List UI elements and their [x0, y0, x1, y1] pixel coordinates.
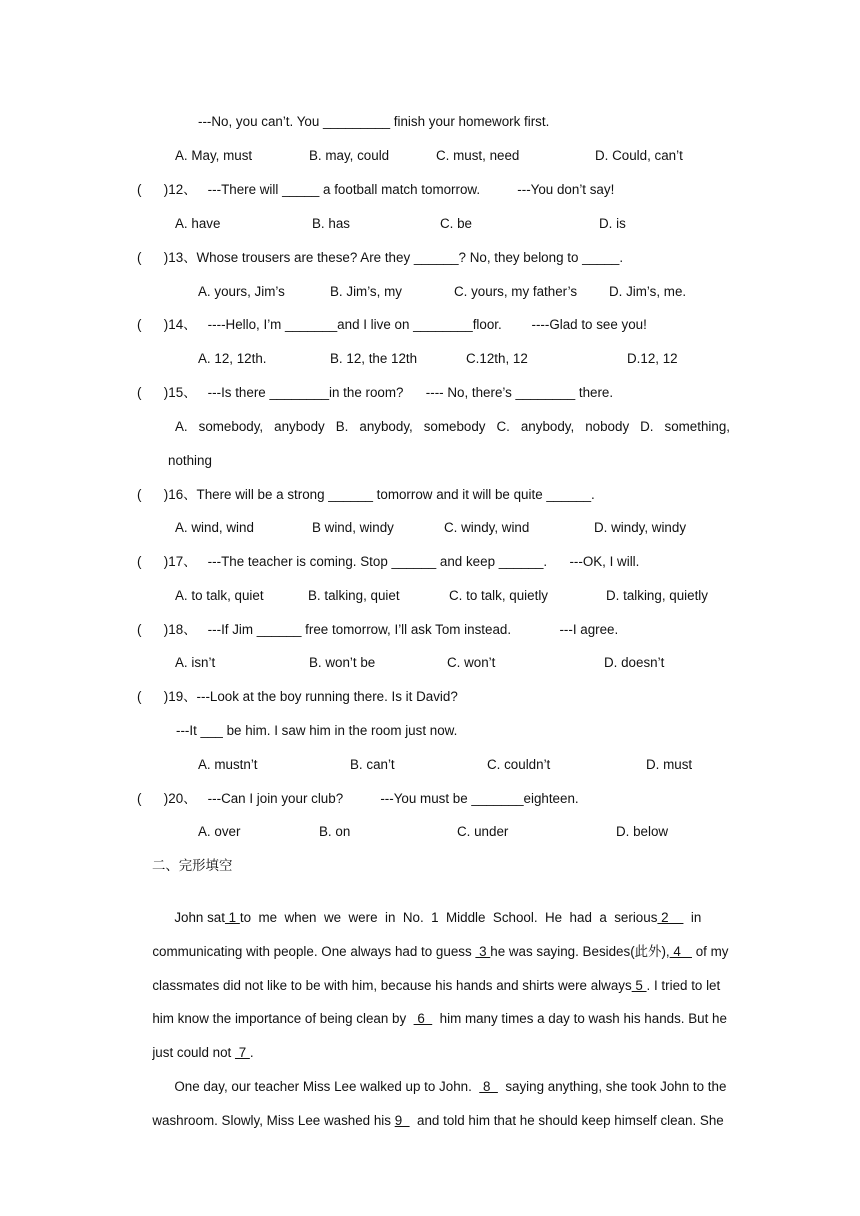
option-c: C. must, need [436, 148, 520, 163]
cloze-text: just could not [152, 1045, 235, 1060]
option-c: C. yours, my father’s [454, 284, 578, 299]
option-c: C. under [457, 824, 509, 839]
section-heading-cloze: 二、完形填空 [152, 858, 233, 873]
question-13: ( )13、Whose trousers are these? Are they ______? No, they belong to _____. [137, 250, 624, 265]
option-a: A. mustn’t [198, 757, 258, 772]
option-a: A. over [198, 824, 241, 839]
cloze-text: One day, our teacher Miss Lee walked up to John. [174, 1079, 480, 1094]
option-c: C.12th, 12 [466, 351, 528, 366]
cloze-blank-3: 3 [475, 944, 491, 959]
cloze-text: . I tried to let [646, 978, 721, 993]
option-d: D.12, 12 [627, 351, 678, 366]
cloze-text: and told him that he should keep himself clean. She [409, 1113, 724, 1128]
q15-options: A. somebody, anybody B. anybody, somebody C. anybody, nobody D. something, [175, 419, 730, 434]
option-d: D. Jim’s, me. [609, 284, 687, 299]
cloze-text: classmates did not like to be with him, because his hands and shirts were always [152, 978, 632, 993]
option-b: B. Jim’s, my [330, 284, 402, 299]
option-b: B. talking, quiet [308, 588, 400, 603]
option-b: B. 12, the 12th [330, 351, 418, 366]
cloze-text: . [249, 1045, 254, 1060]
option-d: D. doesn’t [604, 655, 665, 670]
cloze-blank-2: 2 [657, 910, 684, 925]
option-d: D. windy, windy [594, 520, 687, 535]
option-d: D. talking, quietly [606, 588, 708, 603]
question-20: ( )20、 ---Can I join your club? ---You must be _______eighteen. [137, 791, 579, 806]
cloze-line [130, 1094, 730, 1148]
cloze-blank-5: 5 [631, 978, 647, 993]
question-17: ( )17、 ---The teacher is coming. Stop ______ and keep ______. ---OK, I will. [137, 554, 640, 569]
option-a: A. yours, Jim’s [198, 284, 285, 299]
cloze-blank-6: 6 [413, 1011, 433, 1026]
cloze-blank-8: 8 [479, 1079, 498, 1094]
cloze-blank-9: 9 [394, 1113, 410, 1128]
option-d: D. must [646, 757, 693, 772]
option-a: A. isn’t [175, 655, 216, 670]
option-c: C. won’t [447, 655, 496, 670]
cloze-blank-1: 1 [224, 910, 240, 925]
option-d: D. Could, can’t [595, 148, 683, 163]
option-d: D. below [616, 824, 669, 839]
question-15: ( )15、 ---Is there ________in the room? ---- No, there’s ________ there. [137, 385, 614, 400]
option-c: C. windy, wind [444, 520, 530, 535]
question-12: ( )12、 ---There will _____ a football match tomorrow. ---You don’t say! [137, 182, 615, 197]
option-b: B. won’t be [309, 655, 376, 670]
cloze-blank-7: 7 [234, 1045, 250, 1060]
cloze-text: in [683, 910, 702, 925]
cloze-text: of my [691, 944, 729, 959]
cloze-text: communicating with people. One always had to guess [152, 944, 476, 959]
question-19-response: ---It ___ be him. I saw him in the room just now. [176, 723, 458, 738]
cloze-text: washroom. Slowly, Miss Lee washed his [152, 1113, 395, 1128]
question-19: ( )19、---Look at the boy running there. Is it David? [137, 689, 458, 704]
q11-response-line: ---No, you can’t. You _________ finish your homework first. [198, 114, 550, 129]
option-c: C. to talk, quietly [449, 588, 548, 603]
option-a: A. have [175, 216, 221, 231]
question-18: ( )18、 ---If Jim ______ free tomorrow, I’ll ask Tom instead. ---I agree. [137, 622, 619, 637]
option-b: B wind, windy [312, 520, 394, 535]
option-d: D. is [599, 216, 626, 231]
cloze-text: he was saying. Besides(此外), [490, 944, 670, 959]
question-14: ( )14、 ----Hello, I’m _______and I live on ________floor. ----Glad to see you! [137, 317, 647, 332]
option-c: C. couldn’t [487, 757, 551, 772]
option-c: C. be [440, 216, 473, 231]
cloze-text: him know the importance of being clean by [152, 1011, 414, 1026]
option-a: A. 12, 12th. [198, 351, 267, 366]
cloze-blank-4: 4 [669, 944, 692, 959]
option-b: B. on [319, 824, 351, 839]
option-a: A. May, must [175, 148, 253, 163]
option-a: A. to talk, quiet [175, 588, 264, 603]
option-b: B. may, could [309, 148, 390, 163]
cloze-text: to me when we were in No. 1 Middle School. He had a serious [239, 910, 658, 925]
cloze-text: saying anything, she took John to the [497, 1079, 727, 1094]
cloze-text: him many times a day to wash his hands. But he [432, 1011, 727, 1026]
q15-options-continued: nothing [168, 453, 212, 468]
option-b: B. can’t [350, 757, 395, 772]
question-16: ( )16、There will be a strong ______ tomorrow and it will be quite ______. [137, 487, 595, 502]
option-b: B. has [312, 216, 350, 231]
cloze-text: John sat [174, 910, 225, 925]
option-a: A. wind, wind [175, 520, 254, 535]
